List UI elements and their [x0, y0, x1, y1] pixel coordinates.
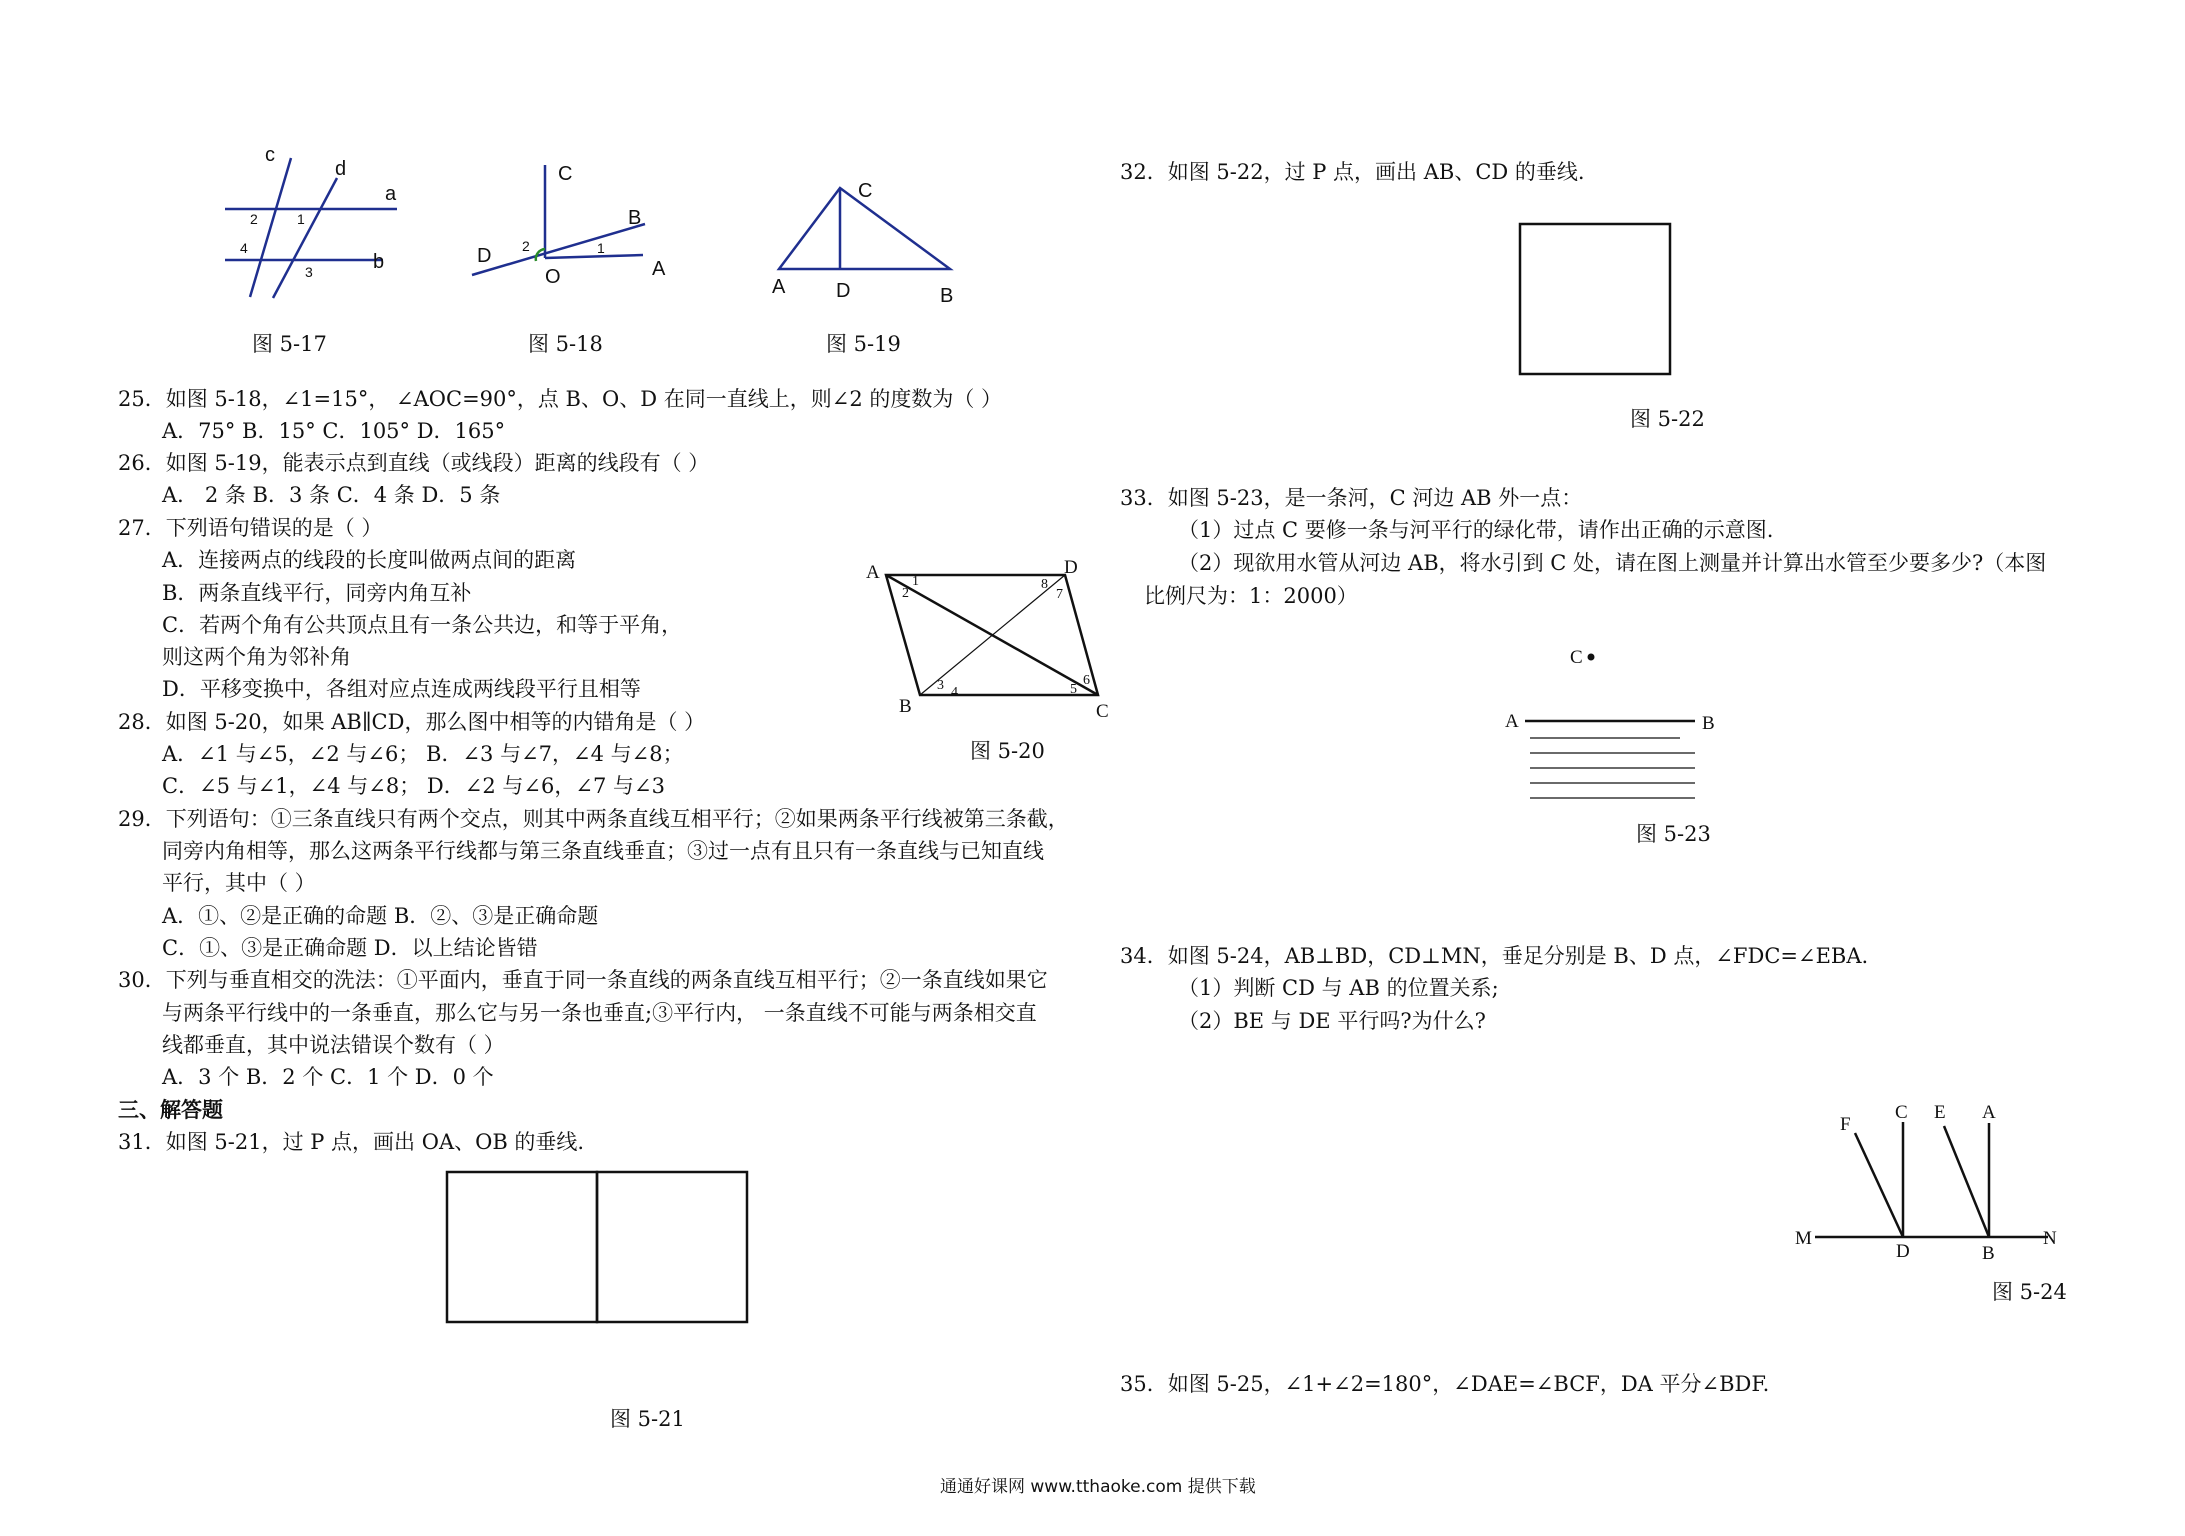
fig524-label-E: E [1934, 1102, 1946, 1123]
q30-options: A．3 个 B．2 个 C．1 个 D．0 个 [162, 1065, 494, 1089]
figure-5-20 [860, 555, 1120, 730]
q30-line1: 30．下列与垂直相交的洗法：①平面内，垂直于同一条直线的两条直线互相平行；②一条直线如果它 [118, 968, 1048, 992]
fig517-label-b: b [373, 251, 385, 273]
q33-part2: （2）现欲用水管从河边 AB，将水引到 C 处，请在图上测量并计算出水管至少要多少?（本图 [1178, 551, 2047, 575]
q30-line2: 与两条平行线中的一条垂直，那么它与另一条也垂直;③平行内， 一条直线不可能与两条相交直 [162, 1001, 1037, 1025]
q26-options: A． 2 条 B．3 条 C．4 条 D．5 条 [162, 483, 501, 507]
fig524-label-C: C [1895, 1102, 1908, 1123]
fig523-point-C [1588, 654, 1595, 661]
q27-option-a: A．连接两点的线段的长度叫做两点间的距离 [162, 548, 577, 572]
fig517-angle-3: 3 [305, 264, 313, 280]
q27-option-c: C．若两个角有公共顶点且有一条公共边，和等于平角， [162, 613, 683, 637]
figure-5-18 [465, 150, 685, 300]
fig517-angle-1: 1 [297, 211, 305, 227]
fig519-label-C: C [858, 180, 873, 202]
q33-part3: 比例尺为：1：2000） [1144, 584, 1358, 608]
fig519-label-A: A [772, 276, 786, 298]
q34-part2: （2）BE 与 DE 平行吗?为什么? [1178, 1009, 1486, 1033]
fig522-caption: 图 5-22 [1630, 407, 1705, 431]
fig524-label-F: F [1840, 1114, 1851, 1135]
q32-stem: 32．如图 5-22，过 P 点，画出 AB、CD 的垂线. [1120, 160, 1585, 184]
q29-options-row2: C．①、③是正确命题 D．以上结论皆错 [162, 936, 538, 960]
q29-options-row1: A．①、②是正确的命题 B．②、③是正确命题 [162, 904, 599, 928]
q28-options-row2: C．∠5 与∠1，∠4 与∠8； D．∠2 与∠6，∠7 与∠3 [162, 774, 665, 798]
fig520-angle-5: 5 [1070, 682, 1077, 697]
fig518-label-C: C [558, 163, 573, 185]
q27-option-d: D．平移变换中，各组对应点连成两线段平行且相等 [162, 677, 641, 701]
q34-part1: （1）判断 CD 与 AB 的位置关系; [1178, 976, 1499, 1000]
q28-stem: 28．如图 5-20，如果 AB∥CD，那么图中相等的内错角是（ ） [118, 710, 706, 734]
figure-5-22 [1518, 222, 1674, 378]
fig517-label-a: a [385, 183, 397, 205]
figure-5-24 [1790, 1090, 2070, 1270]
fig517-caption: 图 5-17 [252, 332, 327, 356]
q34-stem: 34．如图 5-24，AB⊥BD，CD⊥MN，垂足分别是 B、D 点，∠FDC=∠EBA. [1120, 944, 1869, 968]
fig517-label-d: d [335, 158, 347, 180]
q33-stem: 33．如图 5-23，是一条河，C 河边 AB 外一点： [1120, 486, 1583, 510]
fig518-angle-2: 2 [522, 238, 530, 254]
fig523-caption: 图 5-23 [1636, 822, 1711, 846]
fig519-caption: 图 5-19 [826, 332, 901, 356]
q29-line2: 同旁内角相等，那么这两条平行线都与第三条直线垂直；③过一点有且只有一条直线与已知直线 [162, 839, 1044, 863]
fig517-label-c: c [265, 144, 275, 166]
q27-option-b: B．两条直线平行，同旁内角互补 [162, 581, 472, 605]
q27-stem: 27．下列语句错误的是（ ） [118, 516, 383, 540]
fig520-angle-7: 7 [1056, 587, 1063, 602]
q29-line1: 29．下列语句：①三条直线只有两个交点，则其中两条直线互相平行；②如果两条平行线被第三条截， [118, 807, 1069, 831]
fig523-label-A: A [1505, 711, 1519, 732]
fig520-label-B: B [899, 696, 912, 717]
fig520-caption: 图 5-20 [970, 739, 1045, 763]
fig521-caption: 图 5-21 [610, 1407, 685, 1431]
q26-stem: 26．如图 5-19，能表示点到直线（或线段）距离的线段有（ ） [118, 451, 710, 475]
figure-5-23 [1490, 640, 1730, 820]
fig520-angle-1: 1 [912, 574, 919, 589]
q27-option-c-cont: 则这两个角为邻补角 [162, 645, 351, 669]
fig524-label-D: D [1896, 1241, 1910, 1262]
fig520-angle-4: 4 [951, 685, 958, 700]
q29-line3: 平行，其中（ ） [162, 871, 316, 895]
fig523-label-B: B [1702, 713, 1715, 734]
q25-stem: 25．如图 5-18，∠1=15°， ∠AOC=90°，点 B、O、D 在同一直线上，则∠2 的度数为（ ） [118, 387, 1003, 411]
fig518-angle-1: 1 [597, 240, 605, 256]
q25-options: A．75° B．15° C．105° D．165° [162, 419, 506, 443]
q35-stem: 35．如图 5-25，∠1+∠2=180°，∠DAE=∠BCF，DA 平分∠BDF. [1120, 1372, 1770, 1396]
figure-5-17 [215, 140, 415, 310]
fig524-label-B: B [1982, 1243, 1995, 1264]
page-footer: 通通好课网 www.tthaoke.com 提供下载 [940, 1477, 1256, 1497]
q30-line3: 线都垂直，其中说法错误个数有（ ） [162, 1033, 505, 1057]
fig524-caption: 图 5-24 [1992, 1280, 2067, 1304]
fig518-label-B: B [628, 207, 642, 229]
q33-part1: （1）过点 C 要修一条与河平行的绿化带，请作出正确的示意图. [1178, 518, 1774, 542]
section-heading-answer: 三、解答题 [118, 1098, 223, 1122]
fig524-label-N: N [2043, 1228, 2057, 1249]
fig520-angle-6: 6 [1083, 673, 1090, 688]
fig517-angle-4: 4 [240, 240, 248, 256]
fig519-label-B: B [940, 285, 954, 307]
fig518-label-A: A [652, 258, 666, 280]
figure-5-19 [770, 175, 970, 310]
q31-stem: 31．如图 5-21，过 P 点，画出 OA、OB 的垂线. [118, 1130, 585, 1154]
fig524-label-A: A [1982, 1102, 1996, 1123]
fig520-angle-3: 3 [937, 678, 944, 693]
fig520-label-C: C [1096, 701, 1109, 722]
fig520-angle-2: 2 [902, 586, 909, 601]
fig517-angle-2: 2 [250, 211, 258, 227]
fig523-label-C: C [1570, 647, 1583, 668]
fig524-label-M: M [1795, 1228, 1812, 1249]
q28-options-row1: A．∠1 与∠5，∠2 与∠6； B．∠3 与∠7，∠4 与∠8； [162, 742, 684, 766]
fig520-label-D: D [1064, 557, 1078, 578]
figure-5-21 [445, 1170, 755, 1330]
fig519-label-D: D [836, 280, 851, 302]
fig520-label-A: A [866, 562, 880, 583]
fig518-label-O: O [545, 266, 561, 288]
fig518-label-D: D [477, 245, 492, 267]
fig518-caption: 图 5-18 [528, 332, 603, 356]
fig520-angle-8: 8 [1041, 577, 1048, 592]
